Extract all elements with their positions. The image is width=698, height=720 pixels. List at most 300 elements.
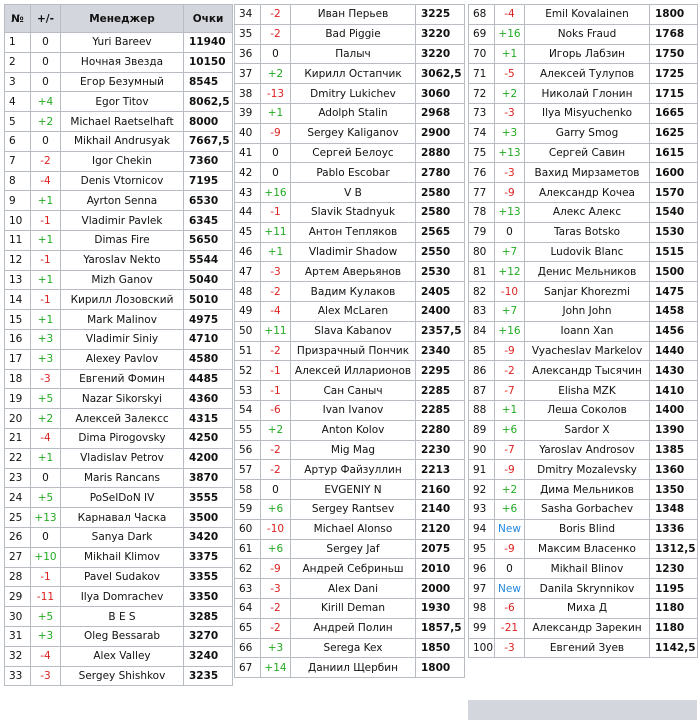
points-cell: 1350 (650, 480, 698, 500)
change-cell: +13 (31, 508, 61, 528)
change-cell: -4 (261, 301, 291, 321)
points-cell: 2010 (416, 559, 465, 579)
rank-cell: 32 (5, 646, 31, 666)
manager-name-cell: Егор Безумный (61, 72, 184, 92)
rank-cell: 25 (5, 508, 31, 528)
table-row (5, 646, 233, 666)
points-cell: 2140 (416, 499, 465, 519)
change-cell: -3 (261, 579, 291, 599)
table-row (235, 24, 465, 44)
header-row (5, 5, 233, 33)
rank-cell: 16 (5, 329, 31, 349)
manager-name-cell: Vyacheslav Markelov (525, 341, 650, 361)
rank-cell: 10 (5, 211, 31, 231)
manager-name-cell: Антон Тепляков (291, 222, 416, 242)
table-row (469, 123, 698, 143)
table-row (5, 250, 233, 270)
table-row (5, 151, 233, 171)
table-row (5, 547, 233, 567)
table-row (469, 282, 698, 302)
manager-name-cell: Леша Соколов (525, 400, 650, 420)
rank-cell: 68 (469, 5, 495, 25)
manager-name-cell: Bad Piggie (291, 24, 416, 44)
table-row (235, 658, 465, 678)
change-cell: +2 (31, 112, 61, 132)
table-row (5, 329, 233, 349)
rank-cell: 38 (235, 84, 261, 104)
rank-cell: 35 (235, 24, 261, 44)
table-row (235, 183, 465, 203)
change-cell: +6 (261, 499, 291, 519)
rank-cell: 53 (235, 381, 261, 401)
change-cell: -2 (261, 618, 291, 638)
manager-name-cell: Mikhail Blinov (525, 559, 650, 579)
rank-cell: 63 (235, 579, 261, 599)
manager-name-cell: Igor Chekin (61, 151, 184, 171)
points-cell: 1768 (650, 24, 698, 44)
rank-cell: 12 (5, 250, 31, 270)
rank-cell: 11 (5, 230, 31, 250)
table-row (235, 381, 465, 401)
points-cell: 1456 (650, 321, 698, 341)
table-row (235, 5, 465, 25)
change-cell: 0 (261, 44, 291, 64)
change-cell: -2 (261, 460, 291, 480)
manager-name-cell: Александр Тысячин (525, 361, 650, 381)
points-cell: 3240 (184, 646, 233, 666)
change-cell: +1 (31, 270, 61, 290)
points-cell: 1230 (650, 559, 698, 579)
points-cell: 1410 (650, 381, 698, 401)
points-cell: 3375 (184, 547, 233, 567)
manager-name-cell: Michael Raetselhaft (61, 112, 184, 132)
change-cell: +1 (31, 310, 61, 330)
rank-cell: 93 (469, 499, 495, 519)
rank-cell: 98 (469, 598, 495, 618)
points-cell: 5544 (184, 250, 233, 270)
rank-cell: 24 (5, 488, 31, 508)
change-cell: -1 (31, 250, 61, 270)
points-cell: 2400 (416, 301, 465, 321)
rank-cell: 33 (5, 666, 31, 686)
change-cell: +2 (495, 84, 525, 104)
table-row (235, 103, 465, 123)
change-cell: -10 (261, 519, 291, 539)
change-cell: -5 (495, 64, 525, 84)
change-cell: +13 (495, 143, 525, 163)
table-row (469, 321, 698, 341)
manager-name-cell: Slava Kabanov (291, 321, 416, 341)
rank-cell: 9 (5, 191, 31, 211)
rank-cell: 50 (235, 321, 261, 341)
change-cell: -9 (261, 123, 291, 143)
manager-name-cell: Egor Titov (61, 92, 184, 112)
table-row (5, 230, 233, 250)
change-cell: -3 (495, 163, 525, 183)
points-cell: 5010 (184, 290, 233, 310)
rank-cell: 84 (469, 321, 495, 341)
table-row (469, 222, 698, 242)
manager-name-cell: Danila Skrynnikov (525, 579, 650, 599)
table-row (469, 103, 698, 123)
table-row (469, 163, 698, 183)
points-cell: 1540 (650, 202, 698, 222)
points-cell: 2285 (416, 400, 465, 420)
table-row (235, 361, 465, 381)
rank-cell: 14 (5, 290, 31, 310)
table-row (235, 163, 465, 183)
manager-name-cell: Nazar Sikorskyi (61, 389, 184, 409)
manager-name-cell: Даниил Щербин (291, 658, 416, 678)
table-row (235, 579, 465, 599)
table-row (5, 92, 233, 112)
points-cell: 3355 (184, 567, 233, 587)
rank-cell: 29 (5, 587, 31, 607)
change-cell: -11 (31, 587, 61, 607)
table-row (235, 282, 465, 302)
points-cell: 3555 (184, 488, 233, 508)
points-cell: 4975 (184, 310, 233, 330)
change-cell: +7 (495, 301, 525, 321)
points-cell: 7360 (184, 151, 233, 171)
points-cell: 2580 (416, 202, 465, 222)
table-row (5, 587, 233, 607)
manager-name-cell: Noks Fraud (525, 24, 650, 44)
manager-name-cell: Pablo Escobar (291, 163, 416, 183)
change-cell: -7 (495, 440, 525, 460)
change-cell: -9 (495, 183, 525, 203)
change-cell: -2 (495, 361, 525, 381)
points-cell: 2550 (416, 242, 465, 262)
change-cell: +13 (495, 202, 525, 222)
change-cell: 0 (261, 143, 291, 163)
rank-cell: 55 (235, 420, 261, 440)
change-cell: -3 (495, 638, 525, 658)
manager-name-cell: Игорь Лабзин (525, 44, 650, 64)
change-cell: +2 (261, 420, 291, 440)
change-cell: +3 (31, 626, 61, 646)
table-row (5, 448, 233, 468)
table-row (469, 420, 698, 440)
manager-name-cell: Alex Dani (291, 579, 416, 599)
rank-cell: 59 (235, 499, 261, 519)
points-cell: 4315 (184, 409, 233, 429)
change-cell: 0 (495, 559, 525, 579)
rank-cell: 26 (5, 527, 31, 547)
table-row (469, 24, 698, 44)
rank-cell: 15 (5, 310, 31, 330)
points-cell: 1458 (650, 301, 698, 321)
change-cell: +12 (495, 262, 525, 282)
rank-cell: 64 (235, 598, 261, 618)
table-row (235, 143, 465, 163)
manager-name-cell: Sergey Rantsev (291, 499, 416, 519)
points-cell: 3225 (416, 5, 465, 25)
rank-cell: 86 (469, 361, 495, 381)
table-row (235, 262, 465, 282)
points-cell: 1930 (416, 598, 465, 618)
rank-cell: 37 (235, 64, 261, 84)
manager-name-cell: Alex Valley (61, 646, 184, 666)
table-row (235, 480, 465, 500)
manager-name-cell: Sergey Jaf (291, 539, 416, 559)
table-row (5, 310, 233, 330)
change-cell: +5 (31, 488, 61, 508)
manager-name-cell: Yaroslav Nekto (61, 250, 184, 270)
points-cell: 1500 (650, 262, 698, 282)
table-row (235, 84, 465, 104)
manager-name-cell: Sergey Kaliganov (291, 123, 416, 143)
table-row (235, 301, 465, 321)
change-cell: -4 (495, 5, 525, 25)
points-cell: 2580 (416, 183, 465, 203)
manager-name-cell: Adolph Stalin (291, 103, 416, 123)
manager-name-cell: Slavik Stadnyuk (291, 202, 416, 222)
table-row (5, 567, 233, 587)
points-cell: 11940 (184, 33, 233, 53)
rank-cell: 58 (235, 480, 261, 500)
points-cell: 2880 (416, 143, 465, 163)
points-cell: 3285 (184, 607, 233, 627)
points-cell: 3870 (184, 468, 233, 488)
change-cell: 0 (31, 131, 61, 151)
manager-name-cell: Mikhail Klimov (61, 547, 184, 567)
rank-cell: 23 (5, 468, 31, 488)
manager-name-cell: Александр Кочеа (525, 183, 650, 203)
points-cell: 3062,5 (416, 64, 465, 84)
manager-name-cell: Alex McLaren (291, 301, 416, 321)
table-row (235, 598, 465, 618)
change-cell: +3 (495, 123, 525, 143)
table-row (469, 5, 698, 25)
change-cell: -1 (31, 290, 61, 310)
rank-cell: 78 (469, 202, 495, 222)
table-row (5, 508, 233, 528)
manager-name-cell: Denis Vtornicov (61, 171, 184, 191)
manager-name-cell: Евгений Фомин (61, 369, 184, 389)
points-cell: 1530 (650, 222, 698, 242)
points-cell: 2075 (416, 539, 465, 559)
manager-name-cell: Vladislav Petrov (61, 448, 184, 468)
table-row (469, 202, 698, 222)
rank-cell: 77 (469, 183, 495, 203)
points-cell: 1430 (650, 361, 698, 381)
manager-name-cell: Николай Глонин (525, 84, 650, 104)
points-cell: 1625 (650, 123, 698, 143)
rank-cell: 19 (5, 389, 31, 409)
manager-name-cell: Алексей Залексс (61, 409, 184, 429)
rank-cell: 43 (235, 183, 261, 203)
manager-name-cell: Mikhail Andrusyak (61, 131, 184, 151)
change-cell: -9 (495, 539, 525, 559)
rank-cell: 21 (5, 428, 31, 448)
manager-name-cell: Ivan Ivanov (291, 400, 416, 420)
points-cell: 3235 (184, 666, 233, 686)
points-cell: 7195 (184, 171, 233, 191)
points-cell: 3500 (184, 508, 233, 528)
points-cell: 1440 (650, 341, 698, 361)
points-cell: 4485 (184, 369, 233, 389)
rank-cell: 57 (235, 460, 261, 480)
rank-cell: 8 (5, 171, 31, 191)
points-cell: 1515 (650, 242, 698, 262)
points-cell: 2213 (416, 460, 465, 480)
rank-cell: 13 (5, 270, 31, 290)
change-cell: +16 (261, 183, 291, 203)
change-cell: +6 (495, 420, 525, 440)
rank-cell: 2 (5, 52, 31, 72)
table-row (235, 499, 465, 519)
change-cell: -4 (31, 171, 61, 191)
change-cell: 0 (31, 52, 61, 72)
rank-cell: 36 (235, 44, 261, 64)
table-row (235, 440, 465, 460)
table-row (469, 400, 698, 420)
points-cell: 1800 (416, 658, 465, 678)
manager-name-cell: EVGENIY N (291, 480, 416, 500)
rank-cell: 18 (5, 369, 31, 389)
table-row (469, 84, 698, 104)
change-cell: 0 (31, 468, 61, 488)
points-cell: 1750 (650, 44, 698, 64)
change-cell: +1 (261, 242, 291, 262)
table-row (469, 262, 698, 282)
change-cell: +1 (495, 400, 525, 420)
rank-cell: 96 (469, 559, 495, 579)
points-cell: 1385 (650, 440, 698, 460)
rank-cell: 54 (235, 400, 261, 420)
table-row (469, 598, 698, 618)
points-cell: 2340 (416, 341, 465, 361)
rank-cell: 45 (235, 222, 261, 242)
manager-name-cell: Евгений Зуев (525, 638, 650, 658)
rank-cell: 97 (469, 579, 495, 599)
manager-name-cell: Артур Файзуллин (291, 460, 416, 480)
points-cell: 1390 (650, 420, 698, 440)
change-cell: +5 (31, 607, 61, 627)
table-row (469, 44, 698, 64)
table-row (235, 321, 465, 341)
change-cell: -1 (31, 211, 61, 231)
table-row (235, 123, 465, 143)
points-cell: 3220 (416, 24, 465, 44)
table-row (469, 440, 698, 460)
points-cell: 1142,5 (650, 638, 698, 658)
manager-name-cell: Денис Мельников (525, 262, 650, 282)
points-cell: 1850 (416, 638, 465, 658)
manager-name-cell: Сан Саныч (291, 381, 416, 401)
manager-name-cell: Александр Зарекин (525, 618, 650, 638)
manager-name-cell: Garry Smog (525, 123, 650, 143)
points-cell: 4360 (184, 389, 233, 409)
manager-name-cell: Дима Мельников (525, 480, 650, 500)
points-cell: 2285 (416, 381, 465, 401)
points-cell: 2530 (416, 262, 465, 282)
rank-cell: 91 (469, 460, 495, 480)
table-row (235, 519, 465, 539)
points-cell: 1715 (650, 84, 698, 104)
change-cell: +3 (31, 349, 61, 369)
table-row (5, 33, 233, 53)
rank-cell: 72 (469, 84, 495, 104)
table-row (469, 64, 698, 84)
change-cell: +11 (261, 222, 291, 242)
change-cell: +7 (495, 242, 525, 262)
change-cell: -2 (31, 151, 61, 171)
points-cell: 3420 (184, 527, 233, 547)
table-row (469, 341, 698, 361)
points-cell: 1725 (650, 64, 698, 84)
change-cell: New (495, 579, 525, 599)
points-cell: 2357,5 (416, 321, 465, 341)
manager-name-cell: Mark Malinov (61, 310, 184, 330)
manager-name-cell: Taras Botsko (525, 222, 650, 242)
table-row (469, 559, 698, 579)
rank-cell: 27 (5, 547, 31, 567)
change-cell: +3 (261, 638, 291, 658)
manager-name-cell: Ayrton Senna (61, 191, 184, 211)
change-cell: -3 (31, 666, 61, 686)
change-cell: -21 (495, 618, 525, 638)
table-row (5, 211, 233, 231)
change-cell: +16 (495, 321, 525, 341)
points-cell: 1360 (650, 460, 698, 480)
manager-name-cell: Ludovik Blanc (525, 242, 650, 262)
change-cell: -1 (261, 202, 291, 222)
manager-name-cell: Кирилл Остапчик (291, 64, 416, 84)
points-cell: 4200 (184, 448, 233, 468)
points-cell: 2780 (416, 163, 465, 183)
change-cell: +2 (261, 64, 291, 84)
change-cell: +6 (495, 499, 525, 519)
table-row (5, 52, 233, 72)
empty-cell (468, 700, 697, 720)
change-cell: +14 (261, 658, 291, 678)
change-cell: +1 (31, 230, 61, 250)
table-row (5, 488, 233, 508)
change-cell: +16 (495, 24, 525, 44)
points-cell: 2565 (416, 222, 465, 242)
table-row (5, 369, 233, 389)
manager-name-cell: Kirill Deman (291, 598, 416, 618)
points-cell: 1475 (650, 282, 698, 302)
table-row (469, 183, 698, 203)
table-row (5, 131, 233, 151)
points-cell: 2000 (416, 579, 465, 599)
manager-name-cell: Sergey Shishkov (61, 666, 184, 686)
rank-cell: 92 (469, 480, 495, 500)
manager-name-cell: Алексей Тулупов (525, 64, 650, 84)
change-cell: -2 (261, 24, 291, 44)
rank-cell: 67 (235, 658, 261, 678)
change-cell: -2 (261, 282, 291, 302)
table-row (469, 381, 698, 401)
manager-name-cell: Vladimir Shadow (291, 242, 416, 262)
points-cell: 1600 (650, 163, 698, 183)
rank-cell: 94 (469, 519, 495, 539)
change-cell: 0 (31, 33, 61, 53)
header-manager: Менеджер (61, 5, 184, 33)
rank-cell: 79 (469, 222, 495, 242)
table-row (469, 579, 698, 599)
points-cell: 5040 (184, 270, 233, 290)
rank-cell: 28 (5, 567, 31, 587)
change-cell: +3 (31, 329, 61, 349)
change-cell: +1 (31, 191, 61, 211)
table-row (469, 519, 698, 539)
manager-name-cell: Dmitry Lukichev (291, 84, 416, 104)
manager-name-cell: Алекс Алекс (525, 202, 650, 222)
